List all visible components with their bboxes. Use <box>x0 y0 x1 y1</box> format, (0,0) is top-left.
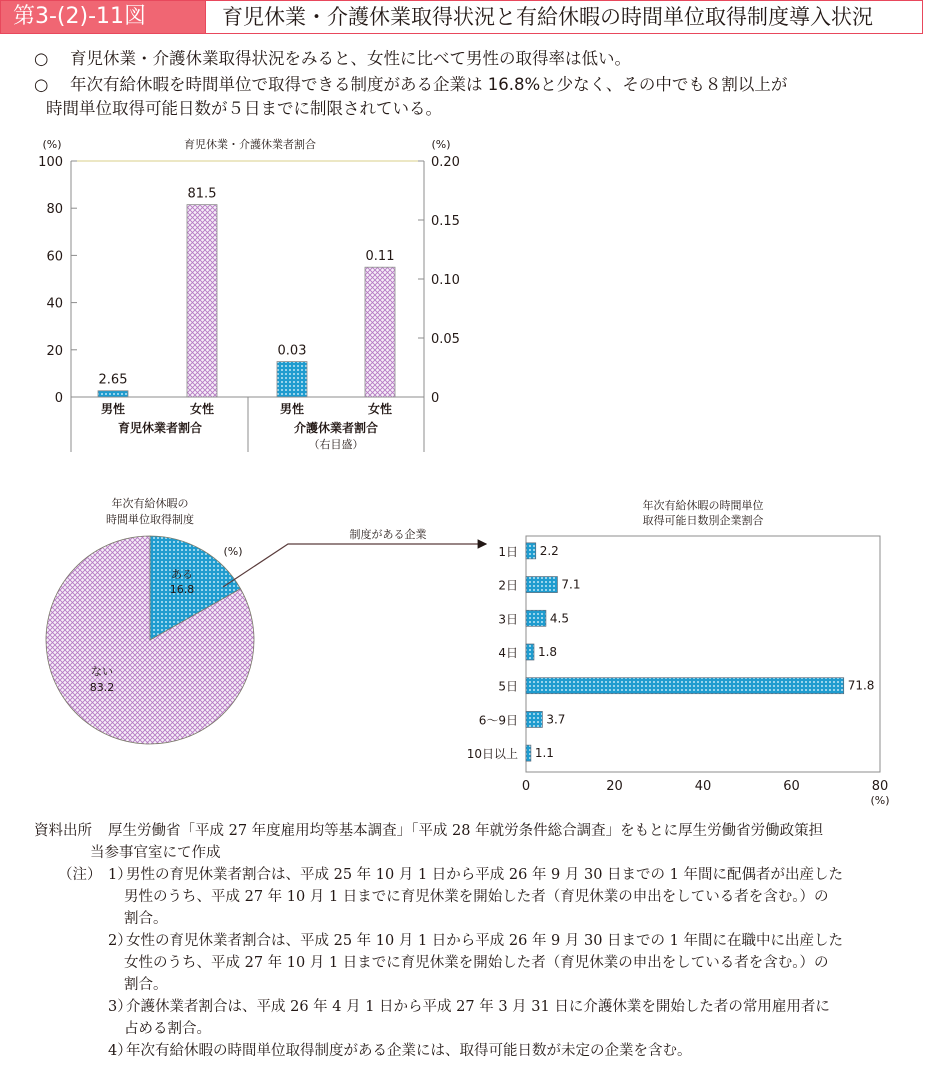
hbar-category-label: 2日 <box>498 578 518 593</box>
bar-male <box>98 391 128 397</box>
hbar-value-label: 3.7 <box>546 712 566 727</box>
hbar-value-label: 71.8 <box>847 678 875 693</box>
note-number: 3） <box>108 999 132 1015</box>
note-line: 女性のうち、平成 27 年 10 月 1 日までに育児休業を開始した者（育児休業の申出をしている者を含む。）の <box>124 955 829 971</box>
figure-number: 第3-(2)-11図 <box>0 0 206 34</box>
source-line-1: 厚生労働省「平成 27 年度雇用均等基本調査」「平成 28 年就労条件総合調査」をもとに厚生労働省労働政策担 <box>108 823 824 839</box>
pie-title-line-2: 時間単位取得制度 <box>106 513 194 526</box>
lead-text: 時間単位取得可能日数が５日までに制限されている。 <box>46 99 442 118</box>
bar-value-label: 0.03 <box>277 343 307 359</box>
bar-value-label: 0.11 <box>365 249 395 265</box>
group-label: 介護休業者割合 <box>293 421 379 435</box>
left-axis-unit: (%) <box>42 138 62 151</box>
hbar-title-line-1: 年次有給休暇の時間単位 <box>642 499 764 512</box>
bullet-icon: ○ <box>34 75 49 94</box>
note-line: 男性の育児休業者割合は、平成 25 年 10 月 1 日から平成 26 年 9 月 30 日までの 1 年間に配偶者が出産した <box>126 867 844 883</box>
bar-male <box>277 362 307 397</box>
note-line: 介護休業者割合は、平成 26 年 4 月 1 日から平成 27 年 3 月 31 日に介護休業を開始した者の常用雇用者に <box>126 999 830 1015</box>
note-line: 女性の育児休業者割合は、平成 25 年 10 月 1 日から平成 26 年 9 月 30 日までの 1 年間に在職中に出産した <box>126 933 844 949</box>
hbar-category-label: 10日以上 <box>466 747 518 762</box>
connector-label: 制度がある企業 <box>349 528 427 541</box>
note-number: 2） <box>108 933 132 949</box>
hbar <box>526 745 531 761</box>
hbar <box>526 711 542 727</box>
hbar-category-label: 4日 <box>498 646 518 660</box>
x-tick-label: 40 <box>694 779 712 794</box>
hbar-value-label: 1.1 <box>534 746 554 761</box>
leave-rate-chart <box>38 137 460 452</box>
plot-frame <box>526 536 880 772</box>
right-tick-label: 0.15 <box>431 214 460 229</box>
right-tick-label: 0.05 <box>431 332 460 347</box>
slice-label-name: ない <box>91 665 113 678</box>
note-line: 割合。 <box>124 977 168 993</box>
left-tick-label: 20 <box>46 343 63 359</box>
hbar <box>526 678 844 694</box>
source-line-2: 当参事官室にて作成 <box>90 845 221 861</box>
note-number: 1） <box>108 867 132 883</box>
chart-title: 育児休業・介護休業者割合 <box>184 138 316 151</box>
left-tick-label: 80 <box>46 202 63 218</box>
source-label: 資料出所 <box>34 823 92 839</box>
left-tick-label: 0 <box>54 391 63 406</box>
male-cat-label: 男性 <box>279 402 305 416</box>
note-line: 割合。 <box>124 911 168 927</box>
lead-text: 育児休業・介護休業取得状況をみると、女性に比べて男性の取得率は低い。 <box>70 49 631 68</box>
note-line: 男性のうち、平成 27 年 10 月 1 日までに育児休業を開始した者（育児休業の申出をしている者を含む。）の <box>124 889 829 905</box>
hbar-category-label: 6～9日 <box>478 713 518 728</box>
x-tick-label: 20 <box>606 779 623 794</box>
hbar-value-label: 1.8 <box>537 645 558 659</box>
slice-label-name: ある <box>171 568 193 581</box>
note-line: 占める割合。 <box>124 1021 211 1037</box>
right-tick-label: 0.20 <box>431 155 460 170</box>
note-line: 年次有給休暇の時間単位取得制度がある企業には、取得可能日数が未定の企業を含む。 <box>126 1043 692 1059</box>
hbar-category-label: 3日 <box>498 612 518 627</box>
bar-female <box>365 267 395 397</box>
slice-label-value: 83.2 <box>89 681 115 694</box>
group-sublabel: （右目盛） <box>308 438 364 451</box>
bar-female <box>187 205 217 397</box>
male-cat-label: 男性 <box>100 402 126 416</box>
female-cat-label: 女性 <box>367 402 393 416</box>
slice-label-value: 16.8 <box>169 583 195 596</box>
bar-value-label: 2.65 <box>98 372 128 388</box>
hbar-value-label: 7.1 <box>561 577 581 592</box>
figure-title: 育児休業・介護休業取得状況と有給休暇の時間単位取得制度導入状況 <box>206 0 923 34</box>
days-chart <box>467 498 890 807</box>
right-tick-label: 0.10 <box>431 273 460 288</box>
pie-unit: (%) <box>223 545 243 558</box>
group-label: 育児休業者割合 <box>117 421 203 435</box>
hbar-category-label: 1日 <box>498 544 518 559</box>
pie-title-line-1: 年次有給休暇の <box>111 497 189 510</box>
hbar-category-label: 5日 <box>498 679 518 694</box>
left-tick-label: 40 <box>46 296 63 312</box>
note-number: 4） <box>108 1043 132 1059</box>
left-tick-label: 100 <box>38 155 63 170</box>
female-cat-label: 女性 <box>189 402 215 416</box>
right-axis-unit: (%) <box>431 138 451 151</box>
lead-text: 年次有給休暇を時間単位で取得できる制度がある企業は 16.8%と少なく、その中でも８割以上が <box>70 75 788 94</box>
bullet-icon: ○ <box>34 49 49 68</box>
notes-label: （注） <box>58 867 102 883</box>
hbar-title-line-2: 取得可能日数別企業割合 <box>642 514 764 527</box>
x-tick-label: 80 <box>871 779 889 794</box>
hbar <box>526 577 557 593</box>
x-tick-label: 60 <box>783 779 800 794</box>
hbar <box>526 644 534 660</box>
pie-chart <box>46 496 486 744</box>
hbar <box>526 610 546 626</box>
x-tick-label: 0 <box>521 779 531 794</box>
right-tick-label: 0 <box>431 391 440 406</box>
bar-value-label: 81.5 <box>187 186 217 202</box>
connector-arrow <box>223 544 486 587</box>
hbar-value-label: 4.5 <box>549 611 570 626</box>
hbar <box>526 543 536 559</box>
hbar-value-label: 2.2 <box>539 543 559 558</box>
left-tick-label: 60 <box>46 249 63 265</box>
x-axis-unit: (%) <box>870 794 890 807</box>
